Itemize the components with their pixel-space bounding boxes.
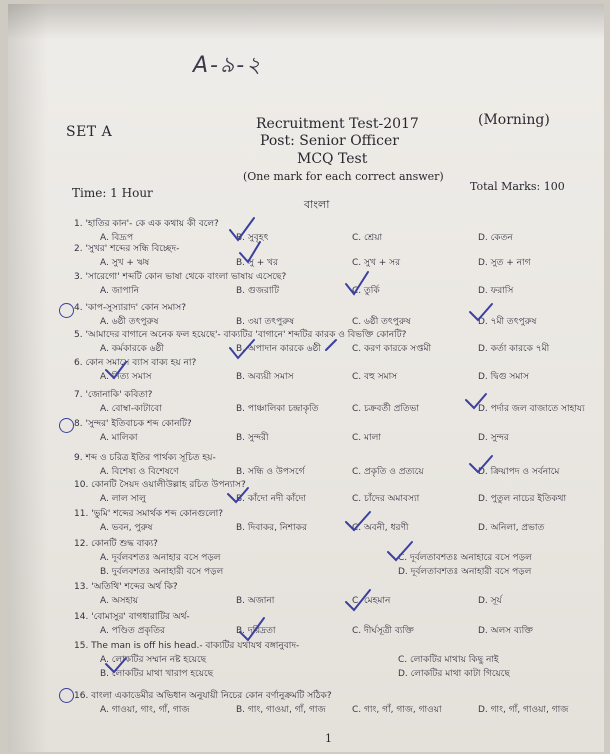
question-15: 15. The man is off his head.- বাক্যটির যথাযথ বঙ্গানুবাদ- <box>74 641 300 651</box>
question-10-option-c: C. চাঁদের অমাবস্যা <box>352 494 420 504</box>
question-12-option-d: D. দূর্বলতাবশতঃ অনাহারী বসে পড়ল <box>398 567 532 577</box>
question-9-option-a: A. বিশেষ্য ও বিশেষণে <box>100 467 179 477</box>
question-10: 10. কোনটি সৈয়দ ওয়ালীউল্লাহ রচিত উপন্যাস? <box>74 480 246 490</box>
question-2: 2. 'সুখর' শব্দের সন্ধি বিচ্ছেদ- <box>74 244 180 254</box>
question-1-option-d: D. কেতন <box>478 233 513 243</box>
total-marks: Total Marks: 100 <box>470 180 565 193</box>
question-8: 8. 'সুন্দর' ইতিবাচক শব্দ কোনটি? <box>74 419 192 429</box>
set-label: SET A <box>66 124 113 140</box>
question-7: 7. 'জোনাকি' কবিতা? <box>74 390 153 400</box>
page-number: 1 <box>325 732 332 745</box>
question-13-option-b: B. অজানা <box>236 596 275 606</box>
question-10-option-b: B. কাঁদো নদী কাঁদো <box>236 494 307 504</box>
question-12-option-c: C. দূর্বলতাবশতঃ অনাহারে বসে পড়ল <box>398 553 532 563</box>
question-1-option-c: C. শ্রেয়া <box>352 233 383 243</box>
question-13: 13. 'অতিথি' শব্দের অর্থ কি? <box>74 582 178 592</box>
question-5-option-d: D. কর্তা কারকে ৭মী <box>478 344 550 354</box>
post-title: Post: Senior Officer <box>260 133 399 149</box>
handwritten-code: A-৯-২ <box>193 53 263 78</box>
question-4-option-b: B. ৩য়া তৎপুরুষ <box>236 317 295 327</box>
question-15-option-d: D. লোকটির মাথা কাটা গিয়েছে <box>398 669 510 679</box>
question-2-option-b: B. সু + খর <box>236 258 278 268</box>
question-7-option-b: B. পাঞ্চালিকা চন্দ্রাকৃতি <box>236 404 319 414</box>
question-11-option-d: D. অনিলা, প্রভাত <box>478 523 545 533</box>
question-11: 11. 'ভুমি' শব্দের সমার্থক শব্দ কোনগুলো? <box>74 509 223 519</box>
question-6-option-a: A. নিত্য সমাস <box>100 372 152 382</box>
question-8-option-d: D. সুন্দর <box>478 433 509 443</box>
exam-page <box>8 4 604 752</box>
question-11-option-b: B. দিবাকর, নিশাকর <box>236 523 307 533</box>
question-15-option-a: A. লোকটির সম্মান নষ্ট হয়েছে <box>100 655 207 665</box>
question-14-option-a: A. পণ্ডিত প্রকৃতির <box>100 626 165 636</box>
question-16-option-b: B. গাং, গাওয়া, গাঁ, গাজ <box>236 705 326 715</box>
question-4-option-c: C. ৬ষ্ঠী তৎপুরুষ <box>352 317 411 327</box>
question-5-option-c: C. করণ কারকে সপ্তমী <box>352 344 432 354</box>
question-9-option-b: B. সন্ধি ও উপসর্গে <box>236 467 305 477</box>
question-3-option-c: C. তুর্কি <box>352 286 380 296</box>
question-5-option-b: B. অপাদান কারকে ৬ষ্ঠী <box>236 344 321 354</box>
question-10-option-d: D. পুতুল নাচের ইতিকথা <box>478 494 567 504</box>
question-16-option-c: C. গাং, গাঁ, গাজ, গাওয়া <box>352 705 442 715</box>
question-6-option-b: B. অব্যয়ী সমাস <box>236 372 294 382</box>
question-12: 12. কোনটি শুদ্ধ বাক্য? <box>74 539 158 549</box>
time-label: Time: 1 Hour <box>72 186 153 200</box>
question-12-option-b: B. দুর্বলবশতঃ অনাহারী বসে পড়ল <box>100 567 224 577</box>
question-5-option-a: A. কর্মকারকে ৬ষ্ঠী <box>100 344 164 354</box>
exam-title: Recruitment Test-2017 <box>256 116 419 132</box>
question-3-option-d: D. ফরাসি <box>478 286 514 296</box>
question-8-option-c: C. মালা <box>352 433 381 443</box>
question-13-option-c: C. মেহমান <box>352 596 391 606</box>
question-12-option-a: A. দূর্বলবশতঃ অনাহার বসে পড়ল <box>100 553 221 563</box>
question-11-option-a: A. ভবন, পুরুষ <box>100 523 153 533</box>
question-7-option-a: A. বোম্বা-কাটাবো <box>100 404 162 414</box>
question-7-option-c: C. চক্রবর্তী প্রতিভা <box>352 404 419 414</box>
question-14-option-b: B. দরিদ্রতা <box>236 626 276 636</box>
question-9-option-d: D. ক্রিয়াপদ ও সর্বনামে <box>478 467 560 477</box>
section-title: বাংলা <box>304 198 330 211</box>
question-16-option-d: D. গাং, গাঁ, গাওয়া, গাজ <box>478 705 569 715</box>
question-2-option-c: C. সুখ + সর <box>352 258 401 268</box>
shift-label: (Morning) <box>478 112 550 128</box>
question-2-option-a: A. সুখ + ঋষ <box>100 258 150 268</box>
question-3-option-a: A. জাপানি <box>100 286 140 296</box>
answer-ticks <box>8 4 604 752</box>
question-1: 1. 'হাতির কান'- কে এক কথায় কী বলে? <box>74 219 219 229</box>
question-4-option-d: D. ৭মী তৎপুরুষ <box>478 317 537 327</box>
question-9: 9. শব্দ ও চরিত্র ইতির পার্থক্য সূচিত হয়- <box>74 453 216 463</box>
question-14-option-c: C. দীর্ঘসূত্রী ব্যক্তি <box>352 626 414 636</box>
question-8-option-a: A. মালিকা <box>100 433 138 443</box>
question-10-option-a: A. লাল সালু <box>100 494 146 504</box>
question-11-option-c: C. অবনী, ধরণী <box>352 523 409 533</box>
question-3: 3. 'সারেগো' শব্দটি কোন ভাষা থেকে বাংলা ভাষায় এসেছে? <box>74 272 287 282</box>
test-type: MCQ Test <box>297 151 368 167</box>
question-14: 14. 'বোমাসুর' বাগধারাটির অর্থ- <box>74 612 190 622</box>
question-15-option-b: B. লোকটির মাথা খারাপ হয়েছে <box>100 669 214 679</box>
question-1-option-b: B. সুবৃহৎ <box>236 233 269 243</box>
question-2-option-d: D. সুত + নাগ <box>478 258 531 268</box>
question-16-option-a: A. গাওয়া, গাং, গাঁ, গাজ <box>100 705 190 715</box>
question-8-option-b: B. সুন্দরী <box>236 433 269 443</box>
marks-note: (One mark for each correct answer) <box>243 170 444 183</box>
question-13-option-a: A. অসহায় <box>100 596 139 606</box>
question-9-option-c: C. প্রকৃতি ও প্রত্যয়ে <box>352 467 424 477</box>
question-1-option-a: A. বিদ্রূপ <box>100 233 134 243</box>
question-6-option-c: C. বহু সমাস <box>352 372 398 382</box>
question-13-option-d: D. সূর্য <box>478 596 502 606</box>
question-14-option-d: D. অলস ব্যক্তি <box>478 626 533 636</box>
question-4-option-a: A. ৬ষ্ঠী তৎপুরুষ <box>100 317 159 327</box>
question-5: 5. 'আমাদের বাগানে অনেক ফল হয়েছে'- বাক্যটির 'বাগানে' শব্দটির কারক ও বিভক্তি কোনটি? <box>74 330 407 340</box>
question-3-option-b: B. গুজরাটি <box>236 286 279 296</box>
question-6: 6. কোন সমাসে ব্যাস বাক্য হয় না? <box>74 358 197 368</box>
question-15-option-c: C. লোকটির মাথায় কিছু নাই <box>398 655 499 665</box>
question-7-option-d: D. পর্দার জল বাজাতে সাহায্য <box>478 404 585 414</box>
question-4: 4. 'কাপ-সুস্যারাদ' কোন সমাস? <box>74 303 186 313</box>
question-16: 16. বাংলা একাডেমীর অভিধান অনুযায়ী নিচের কোন বর্ণানুক্রমটি সঠিক? <box>74 691 332 701</box>
question-6-option-d: D. দ্বিগু সমাস <box>478 372 529 382</box>
